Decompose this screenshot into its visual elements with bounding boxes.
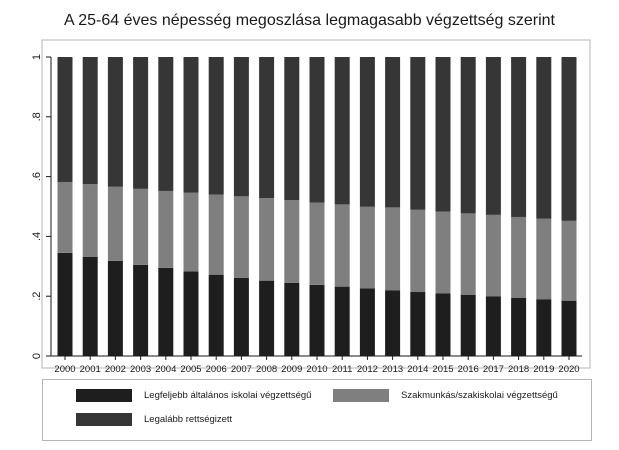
bar-segment-series-2-2014 [410,210,425,292]
bar-segment-series-3-2018 [511,57,526,217]
legend-swatch-series-3 [76,413,132,426]
x-tick-label: 2003 [130,364,152,375]
legend-label-series-2: Szakmunkás/szakiskolai végzettségű [401,390,558,401]
y-tick-label: .8 [30,112,43,122]
bar-segment-series-2-2013 [385,207,400,290]
x-tick-label: 2010 [306,364,328,375]
y-tick-label: 0 [30,352,43,360]
y-tick-label: .4 [30,231,43,241]
bar-segment-series-1-2002 [108,261,123,356]
bars [58,57,577,356]
bar-segment-series-3-2005 [184,57,199,193]
legend-label-series-3: Legalább rettségizett [144,414,233,425]
x-tick-label: 2019 [533,364,555,375]
bar-segment-series-2-2017 [486,215,501,297]
x-tick-label: 2016 [457,364,479,375]
bar-segment-series-1-2010 [310,285,325,356]
legend-item-series-2 [333,389,558,402]
y-tick-label: .6 [30,172,43,182]
bar-segment-series-2-2010 [310,203,325,285]
legend-label-series-1: Legfeljebb általános iskolai végzettségű [144,390,312,401]
bar-segment-series-3-2013 [385,57,400,207]
bar-segment-series-2-2004 [158,191,173,268]
x-tick-label: 2000 [54,364,76,375]
bar-segment-series-3-2009 [284,57,299,200]
bar-segment-series-3-2000 [58,57,73,182]
bar-segment-series-3-2017 [486,57,501,215]
bar-segment-series-2-2015 [436,212,451,294]
legend-item-series-3 [76,413,232,426]
bar-segment-series-2-2018 [511,217,526,298]
x-tick-label: 2014 [407,364,429,375]
bar-segment-series-3-2014 [410,57,425,210]
bar-segment-series-1-2018 [511,298,526,356]
x-tick-label: 2006 [205,364,227,375]
bar-segment-series-3-2008 [259,57,274,198]
bar-segment-series-1-2012 [360,288,375,356]
x-tick-label: 2007 [230,364,252,375]
bar-segment-series-2-2009 [284,200,299,283]
bar-segment-series-3-2015 [436,57,451,212]
bar-segment-series-3-2011 [335,57,350,204]
bar-segment-series-2-2002 [108,187,123,261]
bar-segment-series-1-2000 [58,253,73,356]
bar-segment-series-3-2001 [83,57,98,184]
bar-segment-series-1-2001 [83,257,98,356]
bar-segment-series-3-2006 [209,57,224,195]
bar-segment-series-1-2011 [335,287,350,356]
legend [42,379,592,441]
bar-segment-series-2-2003 [133,189,148,265]
bar-segment-series-3-2010 [310,57,325,203]
bar-segment-series-2-2005 [184,193,199,272]
x-tick-label: 2009 [281,364,303,375]
bar-segment-series-1-2020 [562,301,577,356]
legend-item-series-1 [76,389,311,402]
bar-segment-series-2-2020 [562,221,577,301]
x-tick-label: 2020 [558,364,580,375]
bar-segment-series-1-2007 [234,278,249,356]
bar-segment-series-1-2005 [184,271,199,356]
bar-segment-series-1-2009 [284,283,299,356]
bar-segment-series-3-2003 [133,57,148,189]
bar-segment-series-2-2008 [259,198,274,281]
x-tick-label: 2002 [104,364,126,375]
bar-segment-series-2-2007 [234,196,249,278]
y-tick-label: 1 [30,53,43,61]
legend-swatch-series-2 [333,389,389,402]
bar-segment-series-1-2014 [410,292,425,356]
bar-segment-series-3-2019 [536,57,551,219]
x-tick-label: 2008 [256,364,278,375]
bar-segment-series-3-2004 [158,57,173,191]
bar-segment-series-1-2017 [486,296,501,356]
bar-segment-series-2-2016 [461,213,476,295]
bar-segment-series-2-2000 [58,182,73,253]
bar-segment-series-1-2008 [259,281,274,356]
bar-segment-series-2-2006 [209,195,224,275]
bar-segment-series-1-2019 [536,299,551,356]
bar-segment-series-1-2003 [133,265,148,356]
y-tick-label: .2 [30,291,43,301]
bar-segment-series-2-2019 [536,219,551,299]
legend-swatch-series-1 [76,389,132,402]
bar-segment-series-2-2012 [360,207,375,289]
x-tick-label: 2012 [356,364,378,375]
x-tick-label: 2017 [482,364,504,375]
bar-segment-series-1-2004 [158,268,173,356]
bar-segment-series-1-2016 [461,295,476,356]
x-tick-label: 2005 [180,364,202,375]
bar-segment-series-1-2013 [385,290,400,356]
bar-segment-series-3-2020 [562,57,577,221]
bar-segment-series-3-2007 [234,57,249,196]
x-tick-label: 2018 [508,364,530,375]
chart-title: A 25-64 éves népesség megoszlása legmagasabb végzettség szerint [64,12,555,29]
bar-segment-series-2-2001 [83,184,98,257]
x-tick-label: 2013 [382,364,404,375]
bar-segment-series-3-2012 [360,57,375,207]
bar-segment-series-3-2002 [108,57,123,187]
x-tick-label: 2011 [331,364,353,375]
bar-segment-series-2-2011 [335,204,350,286]
bar-segment-series-1-2015 [436,294,451,356]
x-tick-label: 2001 [79,364,101,375]
bar-segment-series-3-2016 [461,57,476,213]
x-tick-label: 2015 [432,364,454,375]
x-tick-label: 2004 [155,364,177,375]
bar-segment-series-1-2006 [209,275,224,356]
